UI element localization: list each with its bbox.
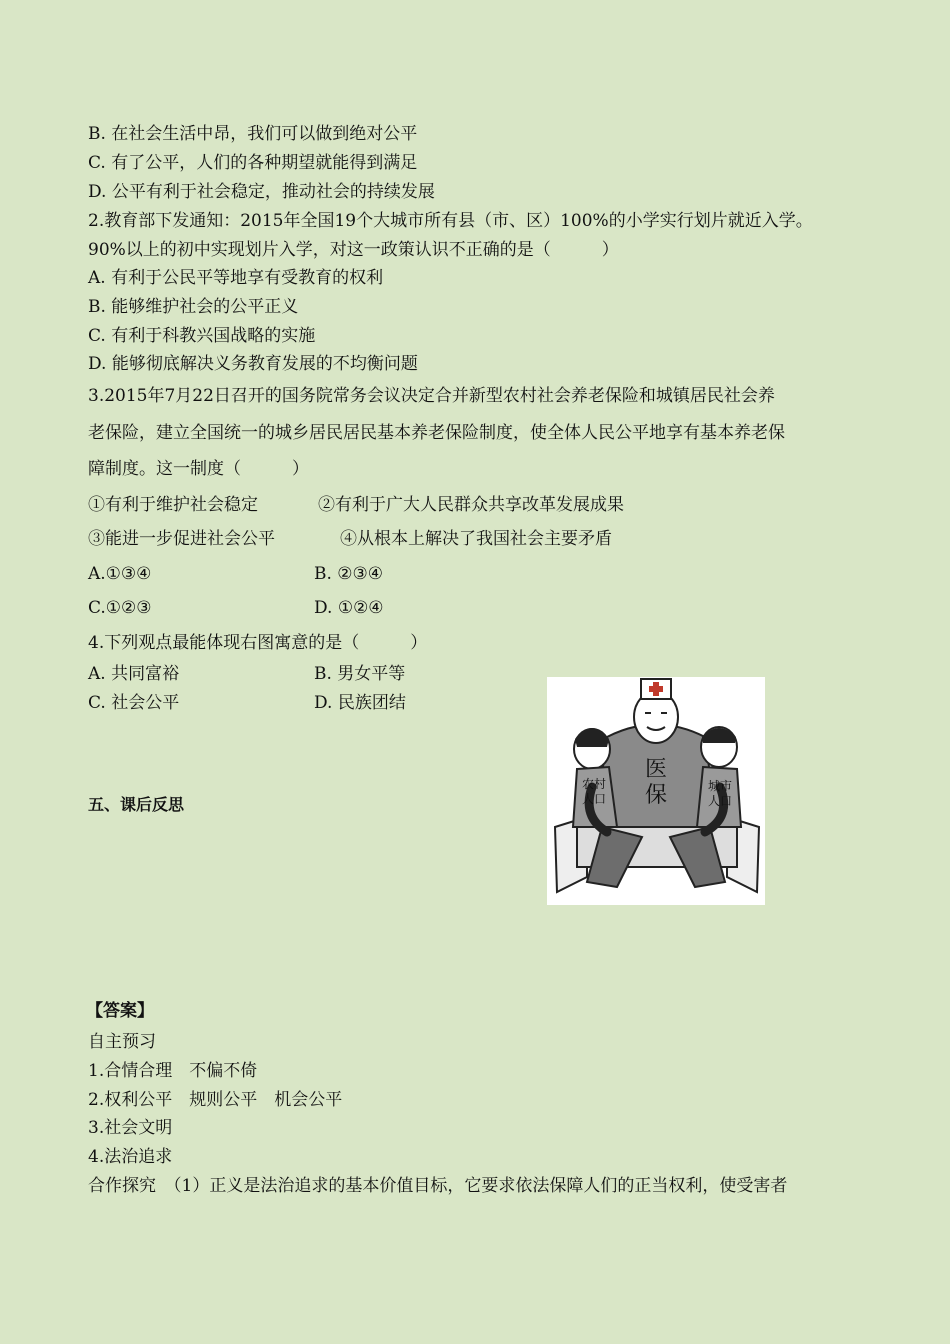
q1-option-c: C. 有了公平，人们的各种期望就能得到满足: [88, 153, 418, 173]
q2-option-d: D. 能够彻底解决义务教育发展的不均衡问题: [88, 354, 418, 374]
q2-stem-line2: 90%以上的初中实现划片入学，对这一政策认识不正确的是（ ）: [88, 240, 619, 260]
answer-cooperative-inquiry: 合作探究 （1）正义是法治追求的基本价值目标，它要求依法保障人们的正当权利，使受害者: [88, 1176, 788, 1196]
illustration-label-left: 农村人口: [581, 777, 606, 806]
section5-title: 五、课后反思: [88, 795, 185, 814]
q2-option-c: C. 有利于科教兴国战略的实施: [88, 326, 316, 346]
answers-subtitle: 自主预习: [88, 1032, 156, 1052]
q3-option-b: B. ②③④: [314, 564, 384, 584]
answer-1: 1.合情合理 不偏不倚: [88, 1061, 258, 1081]
q2-option-a: A. 有利于公民平等地享有受教育的权利: [88, 268, 384, 288]
q2-option-b: B. 能够维护社会的公平正义: [88, 297, 299, 317]
illustration-label-right: 城市人口: [707, 779, 732, 808]
q1-option-d: D. 公平有利于社会稳定，推动社会的持续发展: [88, 182, 435, 202]
q3-stem-line2: 老保险，建立全国统一的城乡居民居民基本养老保险制度，使全体人民公平地享有基本养老保: [88, 423, 785, 443]
q4-option-d: D. 民族团结: [314, 693, 406, 713]
answer-4: 4.法治追求: [88, 1147, 173, 1167]
q4-option-a: A. 共同富裕: [88, 664, 180, 684]
answer-3: 3.社会文明: [88, 1118, 173, 1138]
answers-title: 【答案】: [86, 1001, 154, 1021]
illustration-label-center: 医保: [644, 757, 667, 808]
q3-statement-2: ②有利于广大人民群众共享改革发展成果: [318, 495, 624, 515]
q3-statement-1: ①有利于维护社会稳定: [88, 495, 258, 515]
q3-option-c: C.①②③: [88, 598, 152, 618]
q3-option-d: D. ①②④: [314, 598, 384, 618]
q4-option-c: C. 社会公平: [88, 693, 180, 713]
answer-2: 2.权利公平 规则公平 机会公平: [88, 1090, 343, 1110]
medical-insurance-cartoon: [547, 677, 765, 905]
q4-stem: 4.下列观点最能体现右图寓意的是（ ）: [88, 633, 428, 653]
q1-option-b: B. 在社会生活中昂，我们可以做到绝对公平: [88, 124, 418, 144]
q3-statement-4: ④从根本上解决了我国社会主要矛盾: [340, 529, 612, 549]
q3-option-a: A.①③④: [88, 564, 152, 584]
q2-stem-line1: 2.教育部下发通知：2015年全国19个大城市所有县（市、区）100%的小学实行划片就近入学。: [88, 211, 813, 231]
q4-option-b: B. 男女平等: [314, 664, 406, 684]
q3-stem-line1: 3.2015年7月22日召开的国务院常务会议决定合并新型农村社会养老保险和城镇居民社会养: [88, 386, 775, 406]
q3-stem-line3: 障制度。这一制度（ ）: [88, 459, 309, 479]
q3-statement-3: ③能进一步促进社会公平: [88, 529, 275, 549]
